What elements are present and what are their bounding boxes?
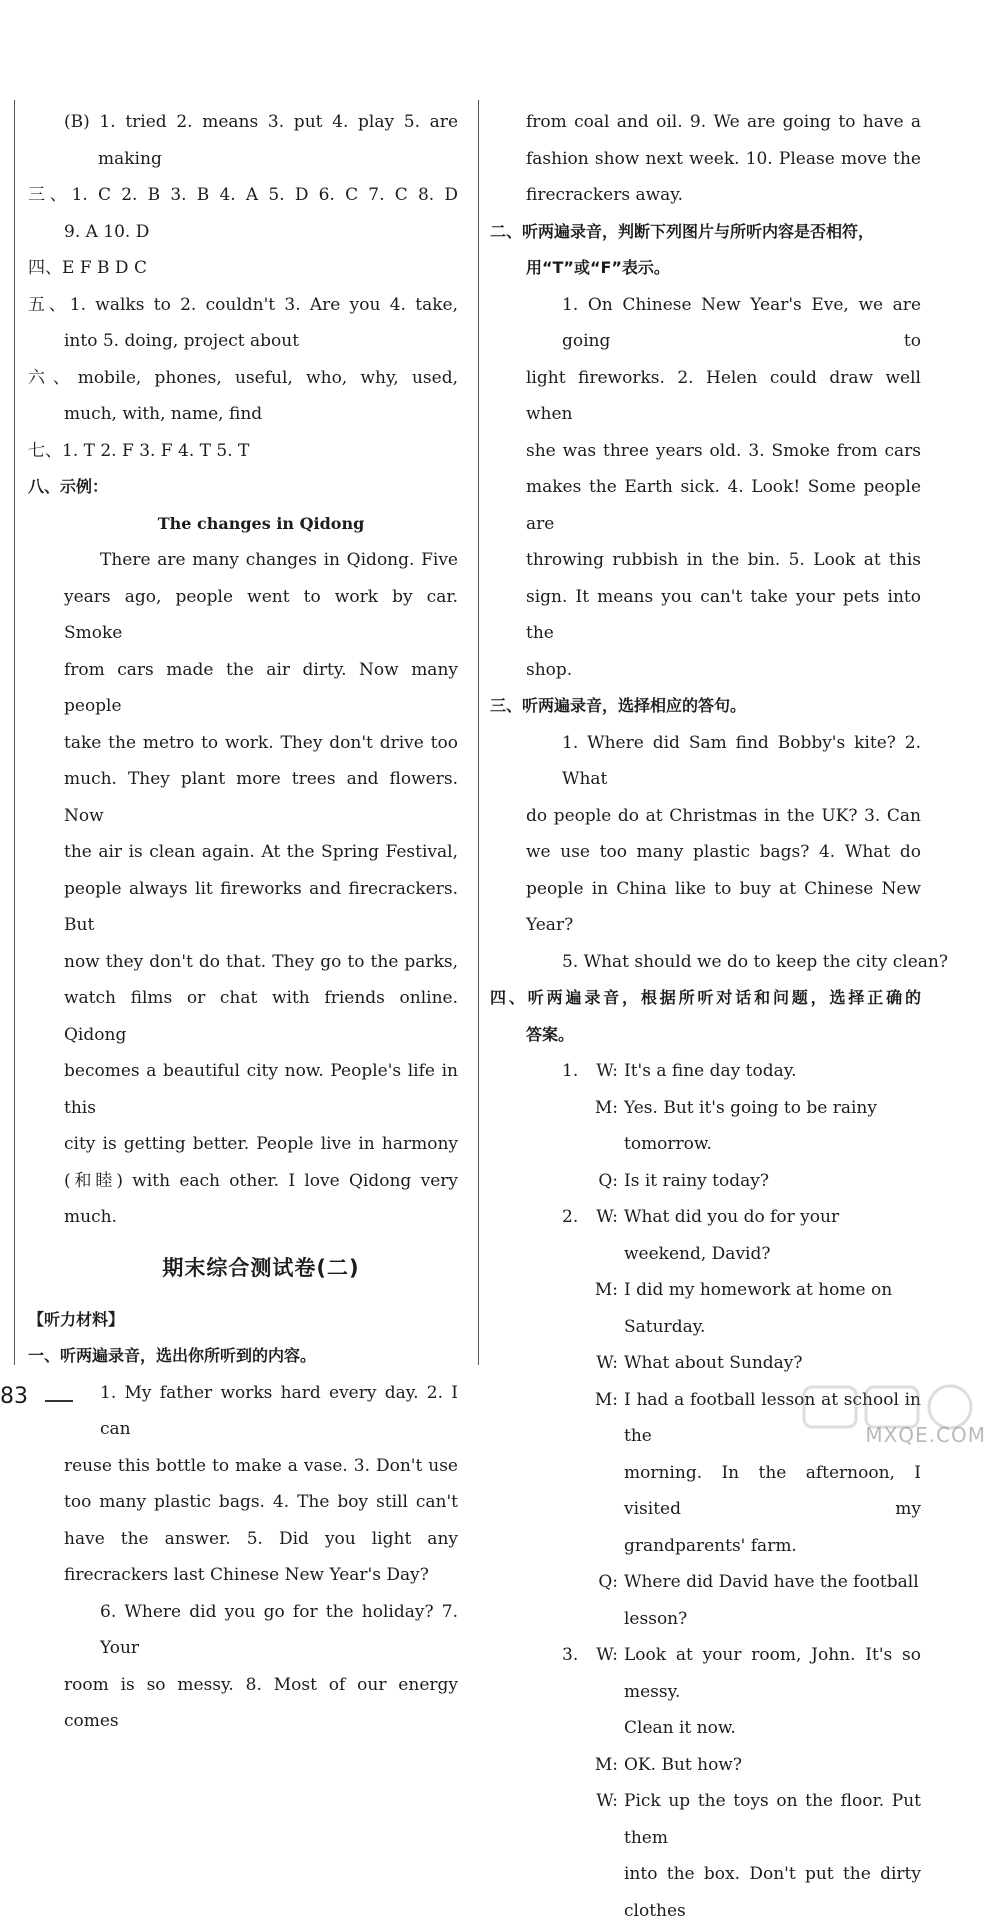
essay-line: becomes a beautiful city now. People's life in this [64, 1061, 458, 1118]
part2-header-line1: 二、听两遍录音，判断下列图片与所听内容是否相符， [490, 221, 875, 241]
page-number-dash [45, 1400, 73, 1402]
part4-header-line1: 四、听两遍录音，根据所听对话和问题，选择正确的 [490, 988, 921, 1007]
part1-line: 1. My father works hard every day. 2. I can [100, 1382, 458, 1439]
dialogue-number: 3. [562, 1645, 579, 1665]
answer-section-6-line2: much, with, name, find [64, 404, 263, 424]
essay-line: the air is clean again. At the Spring Festival, [64, 842, 458, 862]
answer-section-5-line1: 五、1. walks to 2. couldn't 3. Are you 4. take, [28, 294, 458, 315]
speaker-label: W: [596, 1791, 618, 1811]
speaker-label: M: [594, 1754, 618, 1775]
essay-line: city is getting better. People live in harmony [64, 1134, 458, 1154]
part1-line: firecrackers last Chinese New Year's Day? [64, 1565, 429, 1585]
part1-line: reuse this bottle to make a vase. 3. Don't use [64, 1455, 458, 1476]
dialogue-text: Where did David have the football lesson? [624, 1572, 919, 1629]
dialogue-text: Pick up the toys on the floor. Put them [624, 1791, 921, 1848]
dialogue-text: What about Sunday? [624, 1353, 803, 1373]
answer-section-8: 八、示例： [28, 477, 109, 496]
column-divider [478, 100, 479, 1365]
part1-line: have the answer. 5. Did you light any [64, 1528, 458, 1549]
part1-line: room is so messy. 8. Most of our energy comes [64, 1674, 458, 1731]
speaker-label: M: [594, 1097, 618, 1118]
part1-line: too many plastic bags. 4. The boy still can't [64, 1492, 458, 1512]
essay-line: (和睦) with each other. I love Qidong very much. [64, 1170, 458, 1227]
answer-section-4: 四、E F B D C [28, 258, 147, 278]
speaker-label: W: [596, 1645, 618, 1665]
dialogue-1-m [490, 1090, 921, 1163]
answer-section-6-line1: 六、mobile, phones, useful, who, why, used, [28, 367, 458, 388]
part3-line: we use too many plastic bags? 4. What do [526, 842, 921, 862]
part3-header: 三、听两遍录音，选择相应的答句。 [490, 696, 747, 715]
part3-line: do people do at Christmas in the UK? 3. Can [526, 805, 921, 826]
section-title: 期末综合测试卷(二) [162, 1255, 360, 1280]
essay-line: much. They plant more trees and flowers. Now [64, 769, 458, 826]
dialogue-text: What did you do for your weekend, David? [624, 1207, 840, 1264]
dialogue-text-continued: Clean it now. [624, 1718, 736, 1738]
dialogue-text: OK. But how? [624, 1754, 742, 1775]
speaker-label: Q: [598, 1170, 618, 1191]
answer-b-line2: making [98, 148, 162, 169]
essay-line: from cars made the air dirty. Now many people [64, 659, 458, 716]
essay-line: years ago, people went to work by car. Smoke [64, 586, 458, 643]
dialogue-2-q [490, 1564, 921, 1637]
essay-title: The changes in Qidong [157, 513, 365, 533]
dialogue-3-w2 [490, 1783, 921, 1856]
answer-section-7: 七、1. T 2. F 3. F 4. T 5. T [28, 440, 250, 461]
dialogue-2-m1 [490, 1272, 921, 1345]
dialogue-number: 1. [562, 1061, 579, 1081]
part2-line: throwing rubbish in the bin. 5. Look at this [526, 550, 921, 570]
dialogue-text: It's a fine day today. [624, 1061, 797, 1081]
part4-header-line2: 答案。 [526, 1024, 575, 1044]
part2-line: light fireworks. 2. Helen could draw well when [526, 367, 921, 424]
dialogue-1-q [490, 1163, 921, 1200]
speaker-label: W: [596, 1353, 618, 1373]
answer-section-5-line2: into 5. doing, project about [64, 331, 300, 351]
dialogue-text: Look at your room, John. It's so messy. [624, 1645, 921, 1702]
dialogue-text: I had a football lesson at school in the [624, 1389, 921, 1446]
listening-material-header: 【听力材料】 [28, 1309, 125, 1329]
dialogue-3-w1 [490, 1637, 921, 1710]
part1-continued-line: fashion show next week. 10. Please move the [526, 148, 921, 169]
essay-line: take the metro to work. They don't drive too [64, 732, 458, 753]
watermark-text: MXQE.COM [865, 1423, 986, 1447]
speaker-label: M: [594, 1389, 618, 1410]
answer-b-line1: (B) 1. tried 2. means 3. put 4. play 5. are [64, 112, 458, 132]
part1-continued-line: from coal and oil. 9. We are going to have a [526, 112, 921, 132]
essay-line: people always lit fireworks and firecrackers. But [64, 878, 458, 935]
essay-line: watch films or chat with friends online. Qidong [64, 988, 458, 1045]
speaker-label: M: [594, 1280, 618, 1300]
speaker-label: Q: [598, 1572, 618, 1592]
dialogue-text-continued: into the box. Don't put the dirty clothes [624, 1864, 921, 1921]
left-margin-rule [14, 100, 15, 1365]
speaker-label: W: [596, 1061, 618, 1081]
dialogue-number: 2. [562, 1207, 579, 1227]
essay-line: now they don't do that. They go to the parks, [64, 951, 458, 972]
dialogue-text-continued: grandparents' farm. [624, 1535, 797, 1556]
part2-line: shop. [526, 659, 573, 680]
dialogue-3-m1 [490, 1747, 921, 1784]
part1-line: 6. Where did you go for the holiday? 7. Your [100, 1601, 458, 1658]
dialogue-text: Is it rainy today? [624, 1170, 769, 1191]
part2-line: makes the Earth sick. 4. Look! Some people are [526, 477, 921, 534]
left-column [28, 104, 458, 1740]
speaker-label: W: [596, 1207, 618, 1227]
answer-section-3-line2: 9. A 10. D [64, 221, 150, 242]
part2-header-line2: 用“T”或“F”表示。 [526, 258, 670, 277]
answer-section-3-line1: 三、1. C 2. B 3. B 4. A 5. D 6. C 7. C 8. D [28, 185, 458, 205]
part3-line: people in China like to buy at Chinese New Year? [526, 878, 921, 935]
dialogue-text-continued: morning. In the afternoon, I visited my [624, 1462, 921, 1519]
part1-continued-line: firecrackers away. [526, 185, 684, 205]
essay-line: There are many changes in Qidong. Five [100, 550, 458, 570]
dialogue-text: I did my homework at home on Saturday. [624, 1280, 893, 1337]
part2-line: 1. On Chinese New Year's Eve, we are going to [562, 294, 921, 351]
part1-header: 一、听两遍录音，选出你所听到的内容。 [28, 1346, 317, 1365]
dialogue-2-w2 [490, 1345, 921, 1382]
part3-line: 5. What should we do to keep the city clean? [562, 951, 948, 972]
dialogue-1-w [490, 1053, 921, 1090]
page-number: 83 [0, 1384, 28, 1409]
dialogue-2-w1 [490, 1199, 921, 1272]
part3-line: 1. Where did Sam find Bobby's kite? 2. What [562, 732, 921, 789]
part2-line: sign. It means you can't take your pets into the [526, 586, 921, 643]
part2-line: she was three years old. 3. Smoke from cars [526, 440, 921, 461]
dialogue-text: Yes. But it's going to be rainy tomorrow. [624, 1097, 877, 1154]
